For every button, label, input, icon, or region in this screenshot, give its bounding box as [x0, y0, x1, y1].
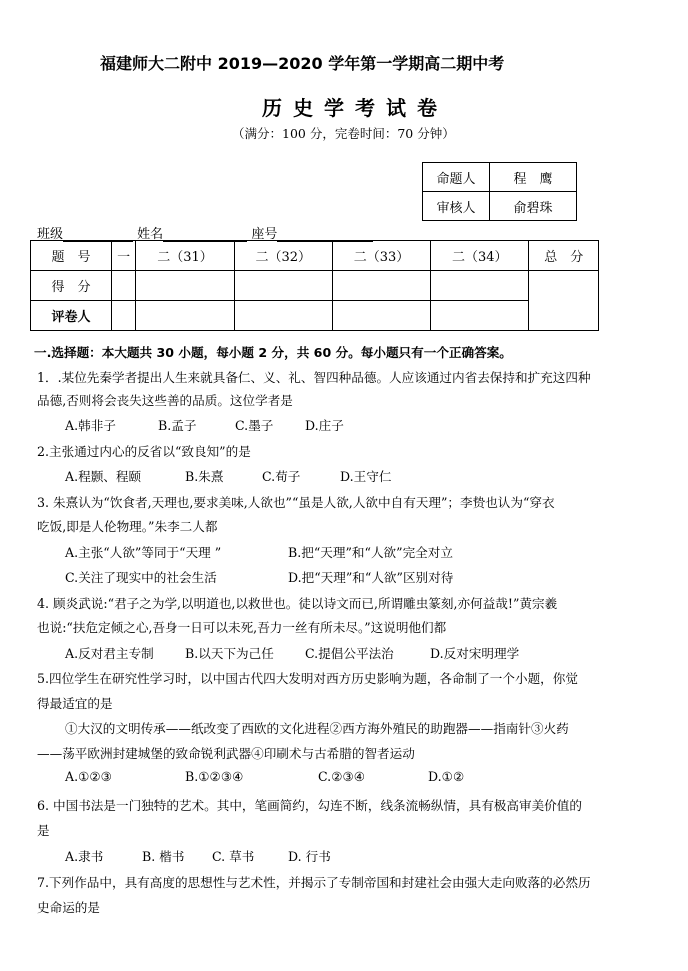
question-text: 7.下列作品中，具有高度的思想性与艺术性，并揭示了专制帝国和封建社会由强大走向败落的必然历 — [37, 875, 591, 890]
score-header-cell: 二（33） — [332, 241, 430, 271]
question-text: 1．.某位先秦学者提出人生来就具备仁、义、礼、智四种品德。人应该通过内省去保持和扩充这四种 — [37, 370, 591, 385]
question-text: 得最适宜的是 — [37, 696, 113, 711]
option-a[interactable]: A.主张“人欲”等同于“天理 ” — [65, 545, 222, 560]
option-d[interactable]: D.①② — [428, 769, 465, 784]
score-cell[interactable] — [112, 271, 136, 301]
reviewer-row — [423, 192, 577, 221]
option-c[interactable]: C.墨子 — [235, 418, 274, 433]
option-b[interactable]: B. 楷书 — [142, 849, 185, 864]
grader-row-label: 评卷人 — [31, 301, 112, 331]
score-header-cell: 题 号 — [31, 241, 112, 271]
score-cell[interactable] — [234, 271, 332, 301]
seat-label: 座号 — [251, 227, 278, 242]
question-text: 吃饭,即是人伦物理。”朱李二人都 — [37, 519, 218, 534]
question-text: ①大汉的文明传承——纸改变了西欧的文化进程②西方海外殖民的助跑器——指南针③火药 — [65, 721, 569, 736]
option-c[interactable]: C.提倡公平法治 — [305, 646, 394, 661]
grader-cell[interactable] — [332, 301, 430, 331]
option-d[interactable]: D.庄子 — [305, 418, 344, 433]
page-title: 历史学考试卷 — [262, 96, 448, 120]
option-b[interactable]: B.朱熹 — [185, 469, 224, 484]
option-b[interactable]: B.以天下为己任 — [185, 646, 274, 661]
question-text: 史命运的是 — [37, 900, 100, 915]
option-c[interactable]: C.②③④ — [318, 769, 366, 784]
total-score-cell[interactable] — [529, 271, 599, 331]
creator-box — [422, 162, 577, 221]
option-d[interactable]: D.把“天理”和“人欲”区别对待 — [288, 570, 454, 585]
option-b[interactable]: B.①②③④ — [185, 769, 244, 784]
question-text: ——荡平欧洲封建城堡的致命锐利武器④印刷术与古希腊的智者运动 — [37, 746, 415, 761]
question-text: 3. 朱熹认为“饮食者,天理也,要求美味,人欲也”“虽是人欲,人欲中自有天理”；李贽也认为“穿衣 — [37, 495, 555, 510]
option-a[interactable]: A.隶书 — [65, 849, 104, 864]
score-header-cell: 二（34） — [431, 241, 529, 271]
score-header-row — [31, 241, 599, 271]
creator-key: 命题人 — [423, 163, 490, 192]
option-d[interactable]: D. 行书 — [288, 849, 331, 864]
score-header-cell: 二（31） — [136, 241, 234, 271]
option-b[interactable]: B.孟子 — [158, 418, 197, 433]
option-a[interactable]: A.韩非子 — [65, 418, 116, 433]
section-heading: 一.选择题：本大题共 30 小题，每小题 2 分，共 60 分。每小题只有一个正确答案。 — [34, 345, 512, 360]
grader-cell[interactable] — [234, 301, 332, 331]
score-cell[interactable] — [136, 271, 234, 301]
exam-subtitle: （满分：100 分，完卷时间：70 分钟） — [232, 126, 455, 141]
score-cell[interactable] — [332, 271, 430, 301]
option-a[interactable]: A.反对君主专制 — [65, 646, 154, 661]
option-c[interactable]: C.关注了现实中的社会生活 — [65, 570, 217, 585]
option-c[interactable]: C.荀子 — [262, 469, 301, 484]
reviewer-value: 俞碧珠 — [490, 192, 577, 221]
question-text: 2.主张通过内心的反省以“致良知”的是 — [37, 444, 251, 459]
question-text: 也说:“扶危定倾之心,吾身一日可以未死,吾力一丝有所未尽。”这说明他们都 — [37, 620, 447, 635]
option-a[interactable]: A.①②③ — [65, 769, 112, 784]
grader-cell[interactable] — [112, 301, 136, 331]
grader-row — [31, 301, 599, 331]
score-cell[interactable] — [431, 271, 529, 301]
score-header-cell: 一 — [112, 241, 136, 271]
option-c[interactable]: C. 草书 — [212, 849, 255, 864]
creator-row — [423, 163, 577, 192]
score-header-cell: 二（32） — [234, 241, 332, 271]
question-text: 5.四位学生在研究性学习时，以中国古代四大发明对西方历史影响为题，各命制了一个小题，你觉 — [37, 671, 578, 686]
reviewer-key: 审核人 — [423, 192, 490, 221]
score-row-label: 得 分 — [31, 271, 112, 301]
name-label: 姓名 — [137, 227, 164, 242]
question-text: 4. 顾炎武说:“君子之为学,以明道也,以救世也。徒以诗文而已,所谓雕虫篆刻,亦何益哉!”黄宗羲 — [37, 596, 558, 611]
school-exam-heading: 福建师大二附中 2019—2020 学年第一学期高二期中考 — [100, 54, 505, 73]
option-a[interactable]: A.程颢、程颐 — [65, 469, 142, 484]
option-b[interactable]: B.把“天理”和“人欲”完全对立 — [288, 545, 453, 560]
option-d[interactable]: D.王守仁 — [340, 469, 392, 484]
score-header-cell: 总 分 — [529, 241, 599, 271]
grader-cell[interactable] — [136, 301, 234, 331]
class-label: 班级 — [37, 227, 64, 242]
question-text: 品德,否则将会丧失这些善的品质。这位学者是 — [37, 393, 293, 408]
question-text: 是 — [37, 823, 50, 838]
grader-cell[interactable] — [431, 301, 529, 331]
score-row — [31, 271, 599, 301]
option-d[interactable]: D.反对宋明理学 — [430, 646, 520, 661]
question-text: 6. 中国书法是一门独特的艺术。其中，笔画简约，勾连不断，线条流畅纵情，具有极高审美价值的 — [37, 798, 582, 813]
score-table — [30, 240, 599, 331]
creator-value: 程 鹰 — [490, 163, 577, 192]
